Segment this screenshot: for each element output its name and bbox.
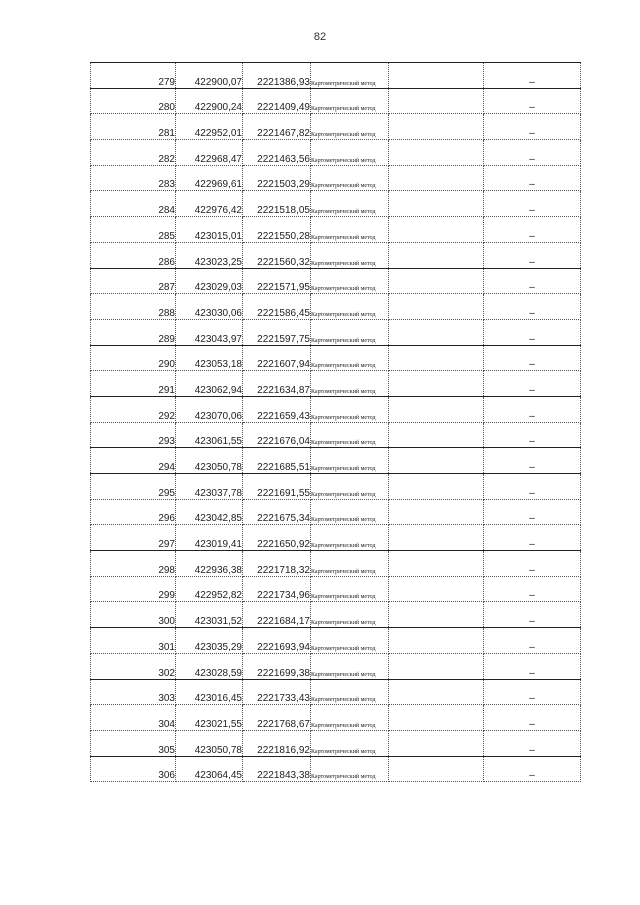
point-number-cell: 294 (91, 448, 176, 474)
note-cell: – (484, 268, 581, 294)
x-coordinate-cell: 423050,78 (176, 730, 243, 756)
empty-cell (389, 191, 484, 217)
method-text: Картометрический метод (311, 774, 376, 781)
x-coordinate-cell: 423053,18 (176, 345, 243, 371)
point-number-cell: 282 (91, 140, 176, 166)
x-coordinate-cell: 423023,25 (176, 242, 243, 268)
method-text: Картометрический метод (311, 748, 376, 755)
empty-cell (389, 730, 484, 756)
y-coordinate-cell: 2221733,43 (243, 679, 311, 705)
table-row (91, 499, 581, 525)
point-number-cell: 286 (91, 242, 176, 268)
table-row (91, 114, 581, 140)
note-cell: – (484, 551, 581, 577)
method-text: Картометрический метод (311, 722, 376, 729)
y-coordinate-cell: 2221650,92 (243, 525, 311, 551)
point-number-cell: 303 (91, 679, 176, 705)
method-cell (311, 396, 389, 422)
empty-cell (389, 242, 484, 268)
table-row (91, 371, 581, 397)
coordinates-table (90, 62, 581, 782)
method-text: Картометрический метод (311, 543, 376, 550)
note-cell: – (484, 294, 581, 320)
y-coordinate-cell: 2221467,82 (243, 114, 311, 140)
method-cell (311, 602, 389, 628)
method-cell (311, 114, 389, 140)
method-cell (311, 474, 389, 500)
empty-cell (389, 499, 484, 525)
method-text: Картометрический метод (311, 440, 376, 447)
note-cell: – (484, 63, 581, 89)
table-row (91, 474, 581, 500)
empty-cell (389, 422, 484, 448)
method-cell (311, 294, 389, 320)
table-row (91, 345, 581, 371)
y-coordinate-cell: 2221634,87 (243, 371, 311, 397)
table-row (91, 242, 581, 268)
y-coordinate-cell: 2221718,32 (243, 551, 311, 577)
method-text: Картометрический метод (311, 671, 376, 678)
y-coordinate-cell: 2221768,67 (243, 705, 311, 731)
x-coordinate-cell: 423021,55 (176, 705, 243, 731)
method-cell (311, 525, 389, 551)
x-coordinate-cell: 423064,45 (176, 756, 243, 782)
y-coordinate-cell: 2221675,34 (243, 499, 311, 525)
note-cell: – (484, 191, 581, 217)
method-text: Картометрический метод (311, 568, 376, 575)
empty-cell (389, 525, 484, 551)
point-number-cell: 298 (91, 551, 176, 577)
empty-cell (389, 448, 484, 474)
note-cell: – (484, 525, 581, 551)
x-coordinate-cell: 422900,24 (176, 88, 243, 114)
method-cell (311, 371, 389, 397)
table-row (91, 396, 581, 422)
empty-cell (389, 371, 484, 397)
method-text: Картометрический метод (311, 337, 376, 344)
x-coordinate-cell: 423062,94 (176, 371, 243, 397)
method-text: Картометрический метод (311, 594, 376, 601)
method-cell (311, 140, 389, 166)
empty-cell (389, 165, 484, 191)
method-text: Картометрический метод (311, 286, 376, 293)
point-number-cell: 296 (91, 499, 176, 525)
method-cell (311, 242, 389, 268)
point-number-cell: 279 (91, 63, 176, 89)
empty-cell (389, 88, 484, 114)
note-cell: – (484, 217, 581, 243)
point-number-cell: 281 (91, 114, 176, 140)
point-number-cell: 284 (91, 191, 176, 217)
y-coordinate-cell: 2221586,45 (243, 294, 311, 320)
x-coordinate-cell: 423029,03 (176, 268, 243, 294)
point-number-cell: 289 (91, 319, 176, 345)
method-cell (311, 756, 389, 782)
x-coordinate-cell: 422969,61 (176, 165, 243, 191)
x-coordinate-cell: 423035,29 (176, 628, 243, 654)
method-text: Картометрический метод (311, 157, 376, 164)
method-cell (311, 576, 389, 602)
note-cell: – (484, 499, 581, 525)
point-number-cell: 301 (91, 628, 176, 654)
note-cell: – (484, 140, 581, 166)
y-coordinate-cell: 2221518,05 (243, 191, 311, 217)
y-coordinate-cell: 2221409,49 (243, 88, 311, 114)
empty-cell (389, 628, 484, 654)
y-coordinate-cell: 2221676,04 (243, 422, 311, 448)
note-cell: – (484, 114, 581, 140)
method-cell (311, 268, 389, 294)
method-text: Картометрический метод (311, 209, 376, 216)
table-row (91, 730, 581, 756)
empty-cell (389, 345, 484, 371)
table-row (91, 705, 581, 731)
method-cell (311, 448, 389, 474)
empty-cell (389, 268, 484, 294)
method-text: Картометрический метод (311, 106, 376, 113)
y-coordinate-cell: 2221607,94 (243, 345, 311, 371)
x-coordinate-cell: 422952,01 (176, 114, 243, 140)
table-row (91, 191, 581, 217)
note-cell: – (484, 88, 581, 114)
empty-cell (389, 679, 484, 705)
y-coordinate-cell: 2221659,43 (243, 396, 311, 422)
method-text: Картометрический метод (311, 620, 376, 627)
note-cell: – (484, 679, 581, 705)
table-row (91, 319, 581, 345)
y-coordinate-cell: 2221685,51 (243, 448, 311, 474)
x-coordinate-cell: 423050,78 (176, 448, 243, 474)
y-coordinate-cell: 2221463,56 (243, 140, 311, 166)
method-text: Картометрический метод (311, 234, 376, 241)
method-cell (311, 165, 389, 191)
note-cell: – (484, 705, 581, 731)
note-cell: – (484, 448, 581, 474)
point-number-cell: 295 (91, 474, 176, 500)
method-text: Картометрический метод (311, 260, 376, 267)
note-cell: – (484, 730, 581, 756)
y-coordinate-cell: 2221597,75 (243, 319, 311, 345)
table-body (91, 63, 581, 782)
empty-cell (389, 114, 484, 140)
table-row (91, 756, 581, 782)
note-cell: – (484, 165, 581, 191)
note-cell: – (484, 422, 581, 448)
method-text: Картометрический метод (311, 363, 376, 370)
method-cell (311, 653, 389, 679)
method-cell (311, 217, 389, 243)
table-row (91, 165, 581, 191)
table-row (91, 653, 581, 679)
point-number-cell: 300 (91, 602, 176, 628)
note-cell: – (484, 371, 581, 397)
table-row (91, 294, 581, 320)
point-number-cell: 299 (91, 576, 176, 602)
y-coordinate-cell: 2221503,29 (243, 165, 311, 191)
empty-cell (389, 396, 484, 422)
note-cell: – (484, 653, 581, 679)
table-row (91, 268, 581, 294)
method-cell (311, 63, 389, 89)
table-row (91, 448, 581, 474)
point-number-cell: 293 (91, 422, 176, 448)
y-coordinate-cell: 2221550,28 (243, 217, 311, 243)
empty-cell (389, 756, 484, 782)
y-coordinate-cell: 2221560,32 (243, 242, 311, 268)
x-coordinate-cell: 423042,85 (176, 499, 243, 525)
point-number-cell: 290 (91, 345, 176, 371)
y-coordinate-cell: 2221734,96 (243, 576, 311, 602)
empty-cell (389, 140, 484, 166)
empty-cell (389, 319, 484, 345)
point-number-cell: 306 (91, 756, 176, 782)
empty-cell (389, 63, 484, 89)
method-cell (311, 499, 389, 525)
y-coordinate-cell: 2221693,94 (243, 628, 311, 654)
x-coordinate-cell: 423037,78 (176, 474, 243, 500)
y-coordinate-cell: 2221843,38 (243, 756, 311, 782)
x-coordinate-cell: 423070,06 (176, 396, 243, 422)
empty-cell (389, 294, 484, 320)
method-cell (311, 88, 389, 114)
method-text: Картометрический метод (311, 491, 376, 498)
point-number-cell: 297 (91, 525, 176, 551)
y-coordinate-cell: 2221386,93 (243, 63, 311, 89)
x-coordinate-cell: 423061,55 (176, 422, 243, 448)
x-coordinate-cell: 423043,97 (176, 319, 243, 345)
empty-cell (389, 551, 484, 577)
point-number-cell: 305 (91, 730, 176, 756)
empty-cell (389, 474, 484, 500)
method-text: Картометрический метод (311, 517, 376, 524)
note-cell: – (484, 628, 581, 654)
y-coordinate-cell: 2221571,95 (243, 268, 311, 294)
table-row (91, 679, 581, 705)
point-number-cell: 292 (91, 396, 176, 422)
x-coordinate-cell: 422968,47 (176, 140, 243, 166)
y-coordinate-cell: 2221691,55 (243, 474, 311, 500)
method-text: Картометрический метод (311, 466, 376, 472)
point-number-cell: 291 (91, 371, 176, 397)
table-row (91, 217, 581, 243)
method-cell (311, 345, 389, 371)
method-cell (311, 730, 389, 756)
x-coordinate-cell: 422976,42 (176, 191, 243, 217)
method-cell (311, 319, 389, 345)
note-cell: – (484, 242, 581, 268)
y-coordinate-cell: 2221816,92 (243, 730, 311, 756)
x-coordinate-cell: 422952,82 (176, 576, 243, 602)
method-text: Картометрический метод (311, 183, 376, 190)
x-coordinate-cell: 423015,01 (176, 217, 243, 243)
x-coordinate-cell: 422936,38 (176, 551, 243, 577)
note-cell: – (484, 319, 581, 345)
y-coordinate-cell: 2221699,38 (243, 653, 311, 679)
method-text: Картометрический метод (311, 132, 376, 139)
point-number-cell: 285 (91, 217, 176, 243)
table-row (91, 525, 581, 551)
method-text: Картометрический метод (311, 388, 376, 395)
method-cell (311, 551, 389, 577)
method-cell (311, 422, 389, 448)
point-number-cell: 304 (91, 705, 176, 731)
note-cell: – (484, 602, 581, 628)
method-cell (311, 628, 389, 654)
table-row (91, 602, 581, 628)
empty-cell (389, 217, 484, 243)
page-number: 82 (313, 31, 327, 43)
x-coordinate-cell: 423019,41 (176, 525, 243, 551)
table-row (91, 88, 581, 114)
method-cell (311, 679, 389, 705)
empty-cell (389, 653, 484, 679)
point-number-cell: 287 (91, 268, 176, 294)
point-number-cell: 302 (91, 653, 176, 679)
point-number-cell: 283 (91, 165, 176, 191)
empty-cell (389, 576, 484, 602)
x-coordinate-cell: 423030,06 (176, 294, 243, 320)
method-text: Картометрический метод (311, 80, 376, 87)
method-text: Картометрический метод (311, 697, 376, 704)
table-row (91, 576, 581, 602)
x-coordinate-cell: 422900,07 (176, 63, 243, 89)
x-coordinate-cell: 423016,45 (176, 679, 243, 705)
table-row (91, 551, 581, 577)
table-row (91, 63, 581, 89)
x-coordinate-cell: 423028,59 (176, 653, 243, 679)
empty-cell (389, 602, 484, 628)
method-cell (311, 705, 389, 731)
x-coordinate-cell: 423031,52 (176, 602, 243, 628)
note-cell: – (484, 756, 581, 782)
table-row (91, 628, 581, 654)
method-text: Картометрический метод (311, 414, 376, 421)
method-cell (311, 191, 389, 217)
table-row (91, 422, 581, 448)
note-cell: – (484, 474, 581, 500)
y-coordinate-cell: 2221684,17 (243, 602, 311, 628)
empty-cell (389, 705, 484, 731)
note-cell: – (484, 576, 581, 602)
method-text: Картометрический метод (311, 645, 376, 652)
point-number-cell: 288 (91, 294, 176, 320)
note-cell: – (484, 345, 581, 371)
point-number-cell: 280 (91, 88, 176, 114)
note-cell: – (484, 396, 581, 422)
table-row (91, 140, 581, 166)
method-text: Картометрический метод (311, 311, 376, 318)
